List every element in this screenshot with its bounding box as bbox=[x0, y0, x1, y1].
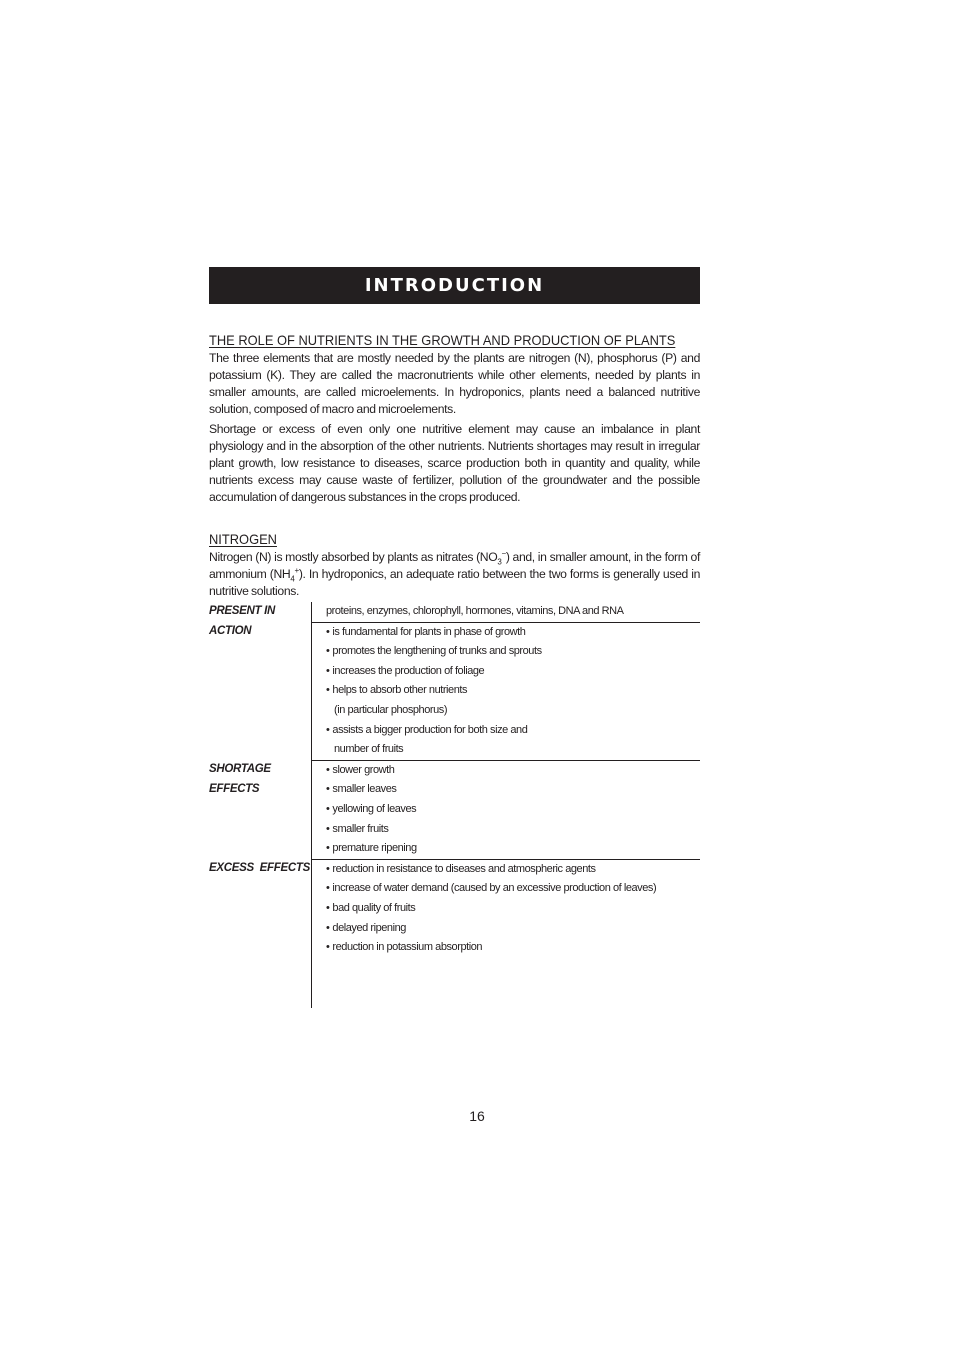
list-item: • smaller fruits bbox=[326, 822, 389, 835]
role-paragraph-2: Shortage or excess of even only one nutritive element may cause an imbalance in plant physiology and in the absorption of the other nutrients. Nutrients shortages may result in irregular plant growth, low resistance to diseases, scarce production both in quantity and quality, while nutrients excess may cause waste of fertilizer, pollution of the groundwater and the possible accumulation of dangerous substances in the crops produced. bbox=[209, 422, 700, 504]
row-label: EXCESS EFFECTS bbox=[209, 862, 310, 875]
table-row-action bbox=[209, 622, 700, 760]
row-values-excess bbox=[312, 859, 701, 1007]
row-label-line1: SHORTAGE bbox=[209, 763, 271, 776]
list-item: • yellowing of leaves bbox=[326, 802, 417, 815]
bullet-icon: • bbox=[326, 882, 330, 895]
table-row-excess bbox=[209, 859, 700, 1007]
nitrogen-heading: NITROGEN bbox=[209, 531, 277, 547]
role-paragraph-1: The three elements that are mostly needed by the plants are nitrogen (N), phosphorus (P) and potassium (K). They are called the macronutrients while other elements, needed by plants in smaller amounts, are called microelements. In hydroponics, plants need a balanced nutritive solution, composed of macro and microelements. bbox=[209, 351, 700, 416]
bullet-icon: • bbox=[326, 941, 330, 954]
bullet-icon: • bbox=[326, 901, 330, 914]
list-item: • premature ripening bbox=[326, 842, 417, 855]
role-of-nutrients-heading: THE ROLE OF NUTRIENTS IN THE GROWTH AND PRODUCTION OF PLANTS bbox=[209, 332, 676, 348]
list-item: • delayed ripening bbox=[326, 921, 406, 934]
ammonium-superscript: + bbox=[294, 565, 299, 575]
bullet-icon: • bbox=[326, 684, 330, 697]
table-row-present-in bbox=[209, 602, 700, 622]
bullet-icon: • bbox=[326, 862, 330, 875]
bullet-icon: • bbox=[326, 842, 330, 855]
page-content bbox=[209, 267, 700, 1008]
bullet-icon: • bbox=[326, 723, 330, 736]
list-item: • increases the production of foliage bbox=[326, 664, 485, 677]
bullet-icon: • bbox=[326, 802, 330, 815]
section-banner bbox=[209, 267, 700, 304]
nitrogen-intro-part2: ) and, in smaller amount, in the form of ammonium (NH bbox=[209, 550, 700, 581]
row-label: PRESENT IN bbox=[209, 605, 276, 617]
list-item: • assists a bigger production for both size and bbox=[326, 723, 528, 736]
row-label-line2: EFFECTS bbox=[209, 782, 260, 795]
list-item: • slower growth bbox=[326, 763, 395, 776]
list-item: • promotes the lengthening of trunks and sprouts bbox=[326, 645, 542, 658]
list-item: • bad quality of fruits bbox=[326, 901, 416, 914]
nitrate-superscript: − bbox=[501, 548, 506, 558]
list-item: • is fundamental for plants in phase of growth bbox=[326, 625, 526, 638]
bullet-icon: • bbox=[326, 625, 330, 638]
row-values-shortage bbox=[312, 760, 701, 859]
present-in-value: proteins, enzymes, chlorophyll, hormones, vitamins, DNA and RNA bbox=[326, 605, 624, 617]
table-blank-space bbox=[326, 958, 700, 1008]
list-item: • reduction in resistance to diseases and atmospheric agents bbox=[326, 862, 596, 875]
bullet-icon: • bbox=[326, 783, 330, 796]
ammonium-subscript: 4 bbox=[290, 574, 295, 584]
row-label-excess bbox=[209, 859, 312, 1007]
nitrogen-intro bbox=[209, 549, 700, 600]
list-item: • helps to absorb other nutrients bbox=[326, 684, 468, 697]
nitrogen-intro-part1: Nitrogen (N) is mostly absorbed by plants as nitrates (NO bbox=[209, 550, 498, 564]
row-label: ACTION bbox=[209, 625, 252, 638]
list-item: • smaller leaves bbox=[326, 783, 397, 796]
row-values-action bbox=[312, 622, 701, 760]
bullet-icon: • bbox=[326, 921, 330, 934]
row-label-action bbox=[209, 622, 312, 760]
list-item-continuation: (in particular phosphorus) bbox=[334, 703, 448, 716]
row-values-present-in bbox=[312, 602, 701, 622]
nitrogen-intro-part3: ). In hydroponics, an adequate ratio between the two forms is generally used in nutritive solutions. bbox=[209, 567, 701, 598]
list-item: • reduction in potassium absorption bbox=[326, 941, 483, 954]
bullet-icon: • bbox=[326, 822, 330, 835]
bullet-icon: • bbox=[326, 763, 330, 776]
bullet-icon: • bbox=[326, 645, 330, 658]
table-row-shortage bbox=[209, 760, 700, 859]
page-number: 16 bbox=[469, 1108, 485, 1124]
nitrogen-table bbox=[209, 602, 700, 1008]
bullet-icon: • bbox=[326, 664, 330, 677]
row-label-shortage bbox=[209, 760, 312, 859]
banner-title: INTRODUCTION bbox=[364, 275, 545, 296]
row-label-present-in bbox=[209, 602, 312, 622]
list-item-continuation: number of fruits bbox=[334, 743, 404, 756]
nitrate-subscript: 3 bbox=[497, 557, 502, 567]
list-item: • increase of water demand (caused by an excessive production of leaves) bbox=[326, 882, 657, 895]
